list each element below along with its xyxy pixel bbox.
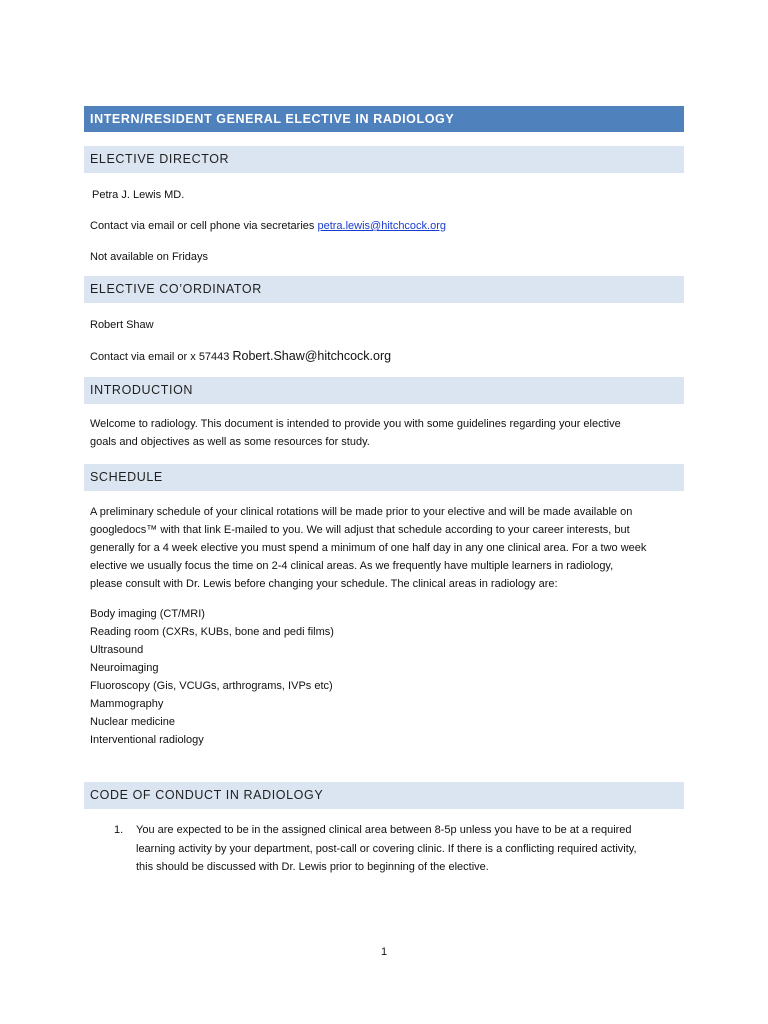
coordinator-name: Robert Shaw — [90, 319, 154, 331]
coordinator-contact — [84, 347, 684, 366]
list-item: Body imaging (CT/MRI) — [90, 608, 205, 620]
clinical-areas-list — [84, 605, 684, 749]
schedule-line-5: please consult with Dr. Lewis before changing your schedule. The clinical areas in radiology are: — [90, 578, 558, 590]
page-number: 1 — [380, 946, 388, 958]
conduct-item-line: learning activity by your department, post-call or covering clinic. If there is a conflicting required activity, — [136, 842, 637, 855]
section-heading-schedule: SCHEDULE — [84, 464, 684, 491]
list-item: Fluoroscopy (Gis, VCUGs, arthrograms, IVPs etc) — [90, 680, 333, 692]
director-availability: Not available on Fridays — [90, 251, 209, 263]
conduct-item-1 — [84, 821, 684, 877]
coordinator-contact-text: Contact via email or x 57443 — [90, 351, 233, 363]
section-heading-coordinator: ELECTIVE CO’ORDINATOR — [84, 276, 684, 303]
section-heading-introduction: INTRODUCTION — [84, 377, 684, 404]
conduct-item-line: You are expected to be in the assigned clinical area between 8-5p unless you have to be at a required — [136, 824, 632, 836]
director-contact-text: Contact via email or cell phone via secretaries — [90, 220, 318, 232]
list-item: Interventional radiology — [90, 734, 204, 746]
director-contact — [84, 217, 684, 235]
list-item: Ultrasound — [90, 644, 144, 656]
coordinator-email: Robert.Shaw@hitchcock.org — [232, 349, 392, 363]
list-item: Nuclear medicine — [90, 716, 175, 728]
director-email-link[interactable]: petra.lewis@hitchcock.org — [317, 220, 447, 232]
section-heading-director: ELECTIVE DIRECTOR — [84, 146, 684, 173]
document-page — [84, 106, 684, 877]
schedule-line-3: generally for a 4 week elective you must spend a minimum of one half day in any one clinical area. For a two week — [90, 542, 647, 554]
director-name: Petra J. Lewis MD. — [92, 189, 185, 201]
list-item: Reading room (CXRs, KUBs, bone and pedi films) — [90, 626, 334, 638]
schedule-line-1: A preliminary schedule of your clinical rotations will be made prior to your elective and will be made available on — [90, 506, 633, 518]
schedule-line-2: googledocs™ with that link E-mailed to you. We will adjust that schedule according to your career interests, but — [90, 524, 630, 536]
schedule-line-4: elective we usually focus the time on 2-4 clinical areas. As we frequently have multiple learners in radiology, — [90, 560, 614, 572]
introduction-line-2: goals and objectives as well as some resources for study. — [90, 436, 370, 448]
section-heading-conduct: CODE OF CONDUCT IN RADIOLOGY — [84, 782, 684, 809]
introduction-line-1: Welcome to radiology. This document is intended to provide you with some guidelines regarding your elective — [90, 418, 621, 430]
conduct-item-line: this should be discussed with Dr. Lewis prior to beginning of the elective. — [136, 861, 489, 873]
list-item: Mammography — [90, 698, 164, 710]
list-item: Neuroimaging — [90, 662, 159, 674]
conduct-item-number: 1. — [114, 824, 124, 836]
document-title: INTERN/RESIDENT GENERAL ELECTIVE IN RADIOLOGY — [84, 106, 684, 132]
